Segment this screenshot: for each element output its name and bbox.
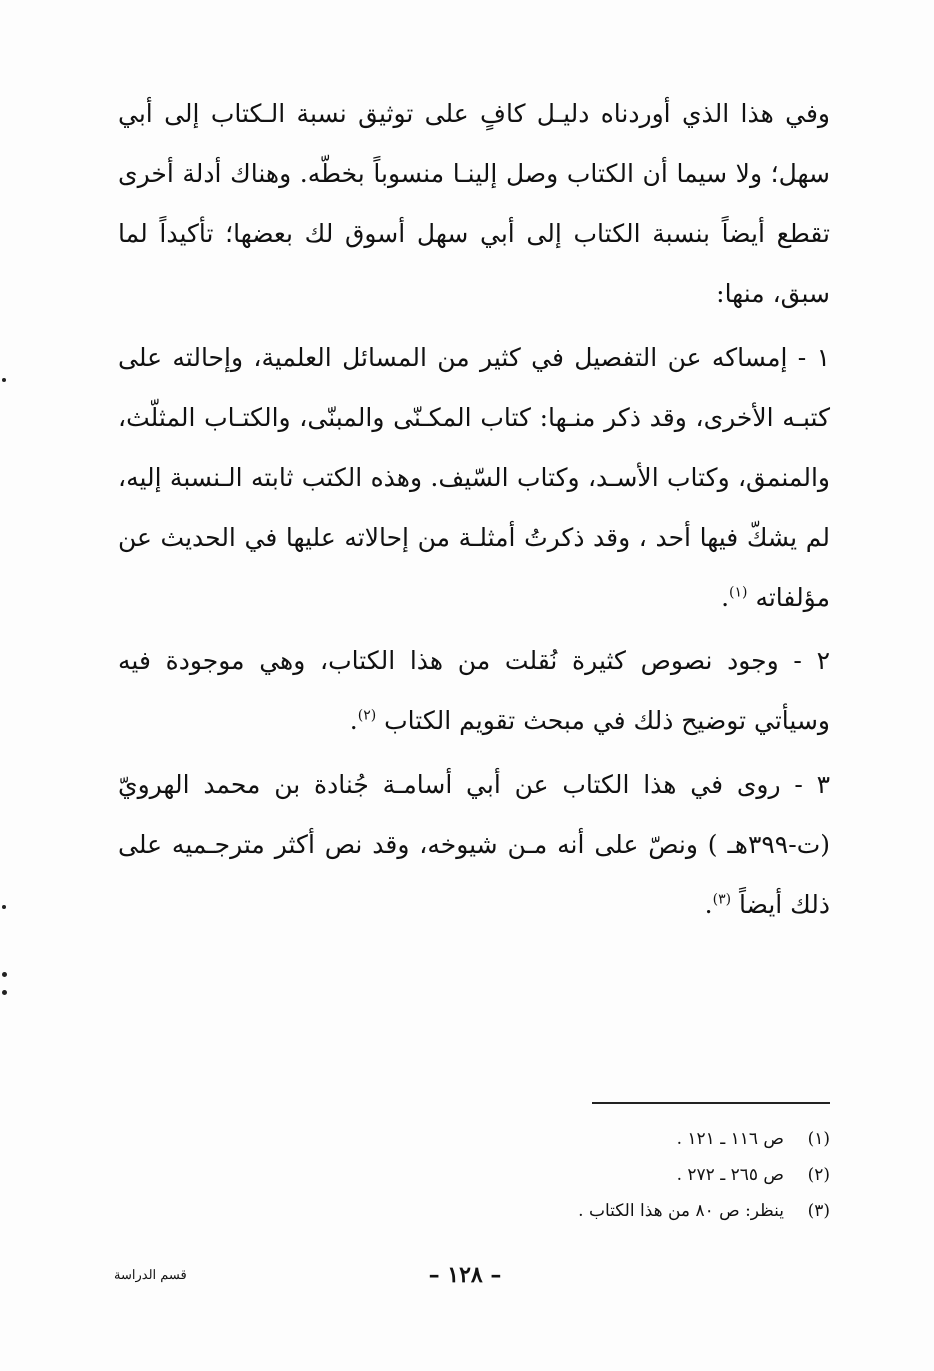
footnote-text: ص ٢٦٥ ـ ٢٧٢ . bbox=[676, 1165, 784, 1185]
footnote-text: ينظر: ص ٨٠ من هذا الكتاب . bbox=[578, 1201, 784, 1221]
evidence-item-2 bbox=[118, 631, 830, 751]
footnote-reference: (١) bbox=[729, 584, 748, 601]
footnote-reference: (٢) bbox=[357, 707, 377, 724]
sentence-end: . bbox=[704, 890, 713, 919]
evidence-item-2-body: ٢ - وجود نصوص كثيرة نُقلت من هذا الكتاب، وهي موجودة فيه وسيأتي توضيح ذلك في مبحث تقويم الكتاب bbox=[118, 646, 830, 735]
footnote-2 bbox=[410, 1157, 830, 1193]
footnote-3 bbox=[410, 1193, 830, 1229]
sentence-end: . bbox=[721, 583, 730, 612]
evidence-item-3 bbox=[118, 755, 830, 935]
scan-speck bbox=[2, 905, 6, 909]
scan-speck bbox=[2, 378, 6, 382]
evidence-item-text bbox=[118, 755, 830, 935]
page-number: – ١٢٨ – bbox=[428, 1262, 502, 1288]
footnote-number: (٣) bbox=[807, 1201, 830, 1221]
evidence-item-text bbox=[118, 631, 830, 751]
footnote-text: ص ١١٦ ـ ١٢١ . bbox=[676, 1129, 784, 1149]
footnote-number: (١) bbox=[807, 1129, 830, 1149]
footnote-1 bbox=[410, 1121, 830, 1157]
intro-paragraph bbox=[118, 84, 830, 324]
evidence-item-3-body: ٣ - روى في هذا الكتاب عن أبي أسامـة جُنادة بن محمد الهرويّ (ت-٣٩٩هـ ) ونصّ على أنه مـن شيوخه، وقد نص أكثر مترجـميه على ذلك أيضاً bbox=[118, 770, 830, 919]
footnote-divider bbox=[592, 1102, 830, 1104]
evidence-item-text bbox=[118, 328, 830, 628]
footnote-number: (٢) bbox=[807, 1165, 830, 1185]
footnote-reference: (٣) bbox=[712, 891, 732, 908]
scan-speck bbox=[2, 990, 7, 995]
scan-speck bbox=[2, 972, 7, 977]
evidence-item-1 bbox=[118, 328, 830, 628]
section-label: قسم الدراسة bbox=[114, 1268, 187, 1283]
evidence-item-1-body: ١ - إمساكه عن التفصيل في كثير من المسائل العلمية، وإحالته على كتبـه الأخرى، وقد ذكر منـها: كتاب المكـنّى والمبنّى، والكتـاب المثلّث، والمنمق، وكتاب الأسـد، وكتاب السّيف. وهذه الكتب ثابته الـنسبة إليه، لم يشكّ فيها أحد ، وقد ذكرتُ أمثلـة من إحالاته عليها في الحديث عن مؤلفاته bbox=[118, 343, 831, 612]
sentence-end: . bbox=[349, 706, 358, 735]
footnotes-list bbox=[410, 1121, 830, 1229]
intro-text: وفي هذا الذي أوردناه دليـل كافٍ على توثيق نسبة الـكتاب إلى أبي سهل؛ ولا سيما أن الكتاب وصل إلينـا منسوباً بخطّه. وهناك أدلة أخرى تقطع أيضاً بنسبة الكتاب إلى أبي سهل أسوق لك بعضها؛ تأكيداً لما سبق، منها: bbox=[118, 99, 830, 308]
